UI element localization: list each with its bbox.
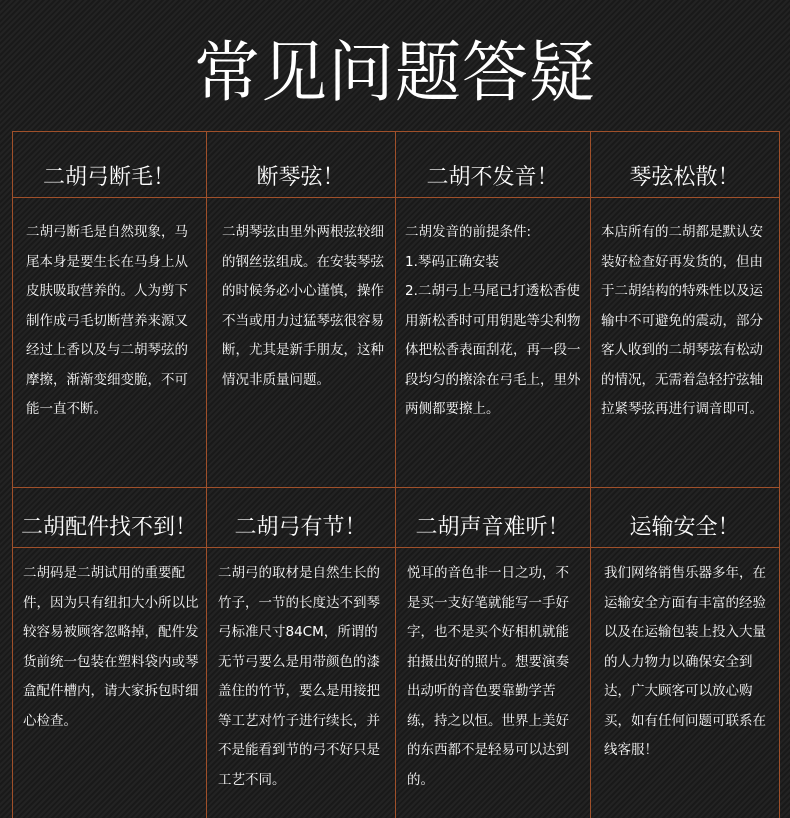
faq-body-no-sound xyxy=(405,218,585,425)
page-title: 常见问题答疑 xyxy=(194,34,596,111)
faq-body-shipping-safety: 我们网络销售乐器多年，在运输安全方面有丰富的经验以及在运输包装上投入大量的人力物力以确保安全到达，广大顾客可以放心购买，如有任何问题可联系在线客服！ xyxy=(604,565,766,758)
faq-body-bad-sound: 悦耳的音色非一日之功，不是买一支好笔就能写一手好字，也不是买个好相机就能拍摄出好的照片。想要演奏出动听的音色要靠勤学苦练，持之以恒。世界上美好的东西都不是轻易可以达到的。 xyxy=(407,565,569,788)
grid-line-horizontal xyxy=(12,547,780,548)
grid-line-vertical xyxy=(12,131,13,818)
grid-line-vertical xyxy=(395,131,396,818)
faq-heading-string-breaking: 断琴弦！ xyxy=(256,165,345,190)
grid-line-vertical xyxy=(206,131,207,818)
faq-heading-bow-hair-breaking: 二胡弓断毛！ xyxy=(42,165,175,190)
faq-body-line: 2.二胡弓上马尾已打透松香使用新松香时可用钥匙等尖利物体把松香表面刮花，再一段一段均匀的擦涂在弓毛上，里外两侧都要擦上。 xyxy=(405,283,581,417)
faq-body-line: 1.琴码正确安装 xyxy=(405,253,499,270)
faq-grid xyxy=(12,131,780,818)
faq-heading-bad-sound: 二胡声音难听！ xyxy=(415,515,570,540)
grid-line-horizontal xyxy=(12,487,780,488)
grid-line-vertical xyxy=(779,131,780,818)
faq-body-string-breaking: 二胡琴弦由里外两根弦较细的钢丝弦组成。在安装琴弦的时候务必小心谨慎，操作不当或用力过猛琴弦很容易断，尤其是新手朋友，这种情况非质量问题。 xyxy=(222,224,384,388)
faq-heading-loose-strings: 琴弦松散！ xyxy=(629,165,740,190)
faq-body-loose-strings: 本店所有的二胡都是默认安装好检查好再发货的，但由于二胡结构的特殊性以及运输中不可避免的震动，部分客人收到的二胡琴弦有松动的情况，无需着急轻拧弦轴拉紧琴弦再进行调音即可。 xyxy=(601,224,763,417)
faq-heading-bow-has-nodes: 二胡弓有节！ xyxy=(234,515,367,540)
faq-body-line: 二胡发音的前提条件: xyxy=(405,224,532,240)
faq-heading-shipping-safety: 运输安全！ xyxy=(629,515,740,540)
faq-body-bow-hair-breaking: 二胡弓断毛是自然现象，马尾本身是要生长在马身上从皮肤吸取营养的。人为剪下制作成弓毛切断营养来源又经过上香以及与二胡琴弦的摩擦，渐渐变细变脆，不可能一直不断。 xyxy=(26,224,188,417)
faq-heading-no-sound: 二胡不发音！ xyxy=(426,165,559,190)
grid-line-horizontal xyxy=(12,131,780,132)
faq-body-bow-has-nodes: 二胡弓的取材是自然生长的竹子，一节的长度达不到琴弓标准尺寸84CM，所谓的无节弓要么是用带颜色的漆盖住的竹节，要么是用接把等工艺对竹子进行续长，并不是能看到节的弓不好只是工艺不同。 xyxy=(218,565,380,788)
grid-line-vertical xyxy=(590,131,591,818)
grid-line-horizontal xyxy=(12,197,780,198)
faq-heading-accessories-missing: 二胡配件找不到！ xyxy=(20,515,197,540)
faq-body-accessories-missing: 二胡码是二胡试用的重要配件，因为只有纽扣大小所以比较容易被顾客忽略掉，配件发货前统一包装在塑料袋内或琴盒配件槽内，请大家拆包时细心检查。 xyxy=(23,565,199,729)
